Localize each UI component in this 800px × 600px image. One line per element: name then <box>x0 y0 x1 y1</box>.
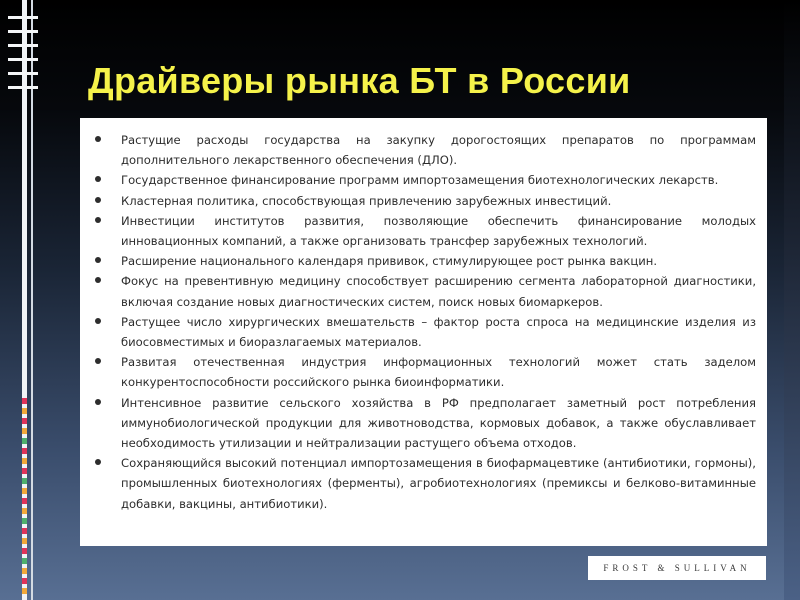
accent-bar <box>22 408 27 414</box>
bullet-item <box>92 170 756 190</box>
accent-bar <box>22 438 27 444</box>
bullet-text: Интенсивное развитие сельского хозяйства в РФ предполагает заметный рост потребления иммунобиологической продукции для животноводства, кормовых добавок, а также обуславливает необходимость утилизации и нейтрализации растущего объема отходов. <box>121 395 756 451</box>
accent-bar <box>22 528 27 534</box>
bullet-item <box>92 453 756 514</box>
accent-bar <box>22 568 27 574</box>
accent-bar <box>22 588 27 594</box>
bullet-text: Государственное финансирование программ импортозамещения биотехнологических лекарств. <box>121 173 719 188</box>
slide-title: Драйверы рынка БТ в России <box>88 60 631 101</box>
accent-bar <box>22 548 27 554</box>
accent-bar <box>22 428 27 434</box>
bullet-text: Сохраняющийся высокий потенциал импортозамещения в биофармацевтике (антибиотики, гормоны), промышленных биотехнологиях (ферменты), агробиотехнологиях (премиксы и белково-витаминные добавки, вакцины, антибиотики). <box>121 456 756 511</box>
bullet-text: Растущие расходы государства на закупку дорогостоящих препаратов по программам дополнительного лекарственного обеспечения (ДЛО). <box>121 133 756 168</box>
content-panel <box>80 118 767 546</box>
accent-bar <box>22 578 27 584</box>
bullet-item <box>92 211 756 251</box>
bullet-icon <box>95 217 101 223</box>
bullet-icon <box>95 399 101 405</box>
right-edge-decoration <box>784 0 800 600</box>
accent-bar <box>22 558 27 564</box>
bullet-item <box>92 312 756 352</box>
bullet-item <box>92 130 756 170</box>
bullet-icon <box>95 277 101 283</box>
bullet-text: Расширение национального календаря прививок, стимулирующее рост рынка вакцин. <box>121 254 658 269</box>
accent-bar <box>22 458 27 464</box>
accent-bar <box>22 498 27 504</box>
frost-sullivan-logo <box>588 556 766 580</box>
bullet-icon <box>95 358 101 364</box>
accent-bar <box>22 488 27 494</box>
accent-bar <box>22 448 27 454</box>
bullet-list <box>92 130 756 514</box>
bullet-item <box>92 191 756 211</box>
bullet-item <box>92 352 756 392</box>
accent-bar <box>22 518 27 524</box>
bullet-item <box>92 393 756 454</box>
bullet-icon <box>95 257 101 263</box>
accent-bar <box>22 478 27 484</box>
bullet-icon <box>95 459 101 465</box>
left-bars-decoration <box>0 16 38 94</box>
bullet-item <box>92 251 756 271</box>
accent-bar <box>22 538 27 544</box>
bullet-item <box>92 271 756 311</box>
logo-text: FROST & SULLIVAN <box>603 563 751 573</box>
bullet-icon <box>95 318 101 324</box>
bullet-icon <box>95 176 101 182</box>
bullet-text: Инвестиции институтов развития, позволяющие обеспечить финансирование молодых инновационных компаний, а также организовать трансфер зарубежных технологий. <box>121 213 756 249</box>
bullet-icon <box>95 197 101 203</box>
bullet-text: Растущее число хирургических вмешательств – фактор роста спроса на медицинские изделия из биосовместимых и биоразлагаемых материалов. <box>121 314 756 350</box>
accent-bar <box>22 418 27 424</box>
bullet-icon <box>95 136 101 142</box>
accent-bar <box>22 508 27 514</box>
accent-bar <box>22 398 27 404</box>
bullet-text: Фокус на превентивную медицину способствует расширению сегмента лабораторной диагностики, включая создание новых диагностических систем, поиск новых биомаркеров. <box>121 274 756 309</box>
color-bars-decoration <box>22 398 27 598</box>
bullet-text: Кластерная политика, способствующая привлечению зарубежных инвестиций. <box>121 193 612 208</box>
bullet-text: Развитая отечественная индустрия информационных технологий может стать заделом конкурентоспособности российского рынка биоинформатики. <box>121 355 756 390</box>
accent-bar <box>22 468 27 474</box>
